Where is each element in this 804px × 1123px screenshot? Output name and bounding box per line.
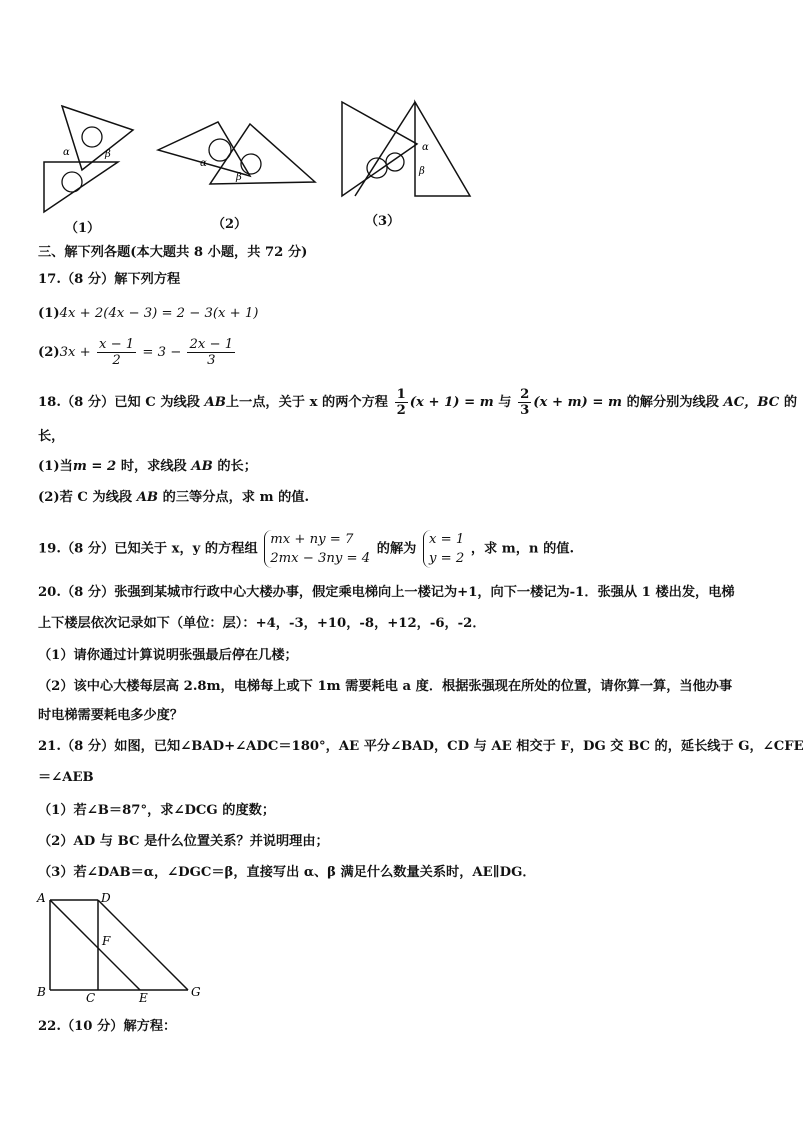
section-title: 三、解下列各题(本大题共 8 小题，共 72 分)	[38, 245, 308, 260]
q17-part1-equation: 4x + 2(4x − 3) = 2 − 3(x + 1)	[59, 306, 259, 321]
q21-part1: （1）若∠B＝87°，求∠DCG 的度数；	[38, 803, 276, 818]
figure-2	[150, 118, 320, 193]
point-C-label: C	[86, 991, 96, 1005]
q17-part1	[38, 305, 258, 323]
q20-line2: 上下楼层依次记录如下（单位：层）：+4，-3，+10，-8，+12，-6，-2．	[38, 616, 486, 631]
q17-fraction-1: $\frac{x - 1}{2}$	[98, 337, 135, 368]
figure-3	[335, 98, 475, 203]
q19-solution: x = 1 y = 2	[423, 530, 464, 568]
q18-line1: 18.（8 分）已知 C 为线段 AB上一点，关于 x 的两个方程 $\frac{1}{2}$ (x + 1) = m 与 $\frac{2}{3}$ (x + m) = m 的解分别为线段 AC，BC 的	[38, 387, 798, 418]
q22-heading: 22.（10 分）解方程：	[38, 1019, 177, 1034]
figure-2-caption: （2）	[212, 217, 248, 232]
q21-line1: 21.（8 分）如图，已知∠BAD+∠ADC＝180°，AE 平分∠BAD，CD 与 AE 相交于 F，DG 交 BC 的，延长线于 G，∠CFE	[38, 739, 804, 754]
q18-fraction-half: $\frac{1}{2}$	[396, 387, 406, 418]
point-E-label: E	[139, 991, 148, 1005]
q17-part2-pre: 3x +	[59, 345, 91, 360]
q18-line2: 长，	[38, 429, 65, 444]
q17-part2	[38, 337, 237, 368]
alpha-label: α	[63, 147, 70, 158]
q19-system-of-equations: mx + ny = 7 2mx − 3ny = 4	[264, 530, 370, 568]
q20-part2-line1: （2）该中心大楼每层高 2.8m，电梯每上或下 1m 需要耗电 a 度．根据张强现在所处的位置，请你算一算，当他办事	[38, 679, 733, 694]
beta-label-2: β	[236, 172, 242, 183]
point-F-label: F	[102, 934, 111, 948]
q21-geometry-figure	[35, 888, 210, 1006]
q20-line1: 20.（8 分）张强到某城市行政中心大楼办事，假定乘电梯向上一楼记为+1，向下一楼记为-1．张强从 1 楼出发，电梯	[38, 585, 735, 600]
figure-3-caption: （3）	[365, 214, 401, 229]
q20-part2-line2: 时电梯需要耗电多少度？	[38, 708, 184, 723]
point-G-label: G	[191, 985, 201, 999]
beta-label-3: β	[419, 166, 425, 177]
q18-part1: (1)当m = 2 时，求线段 AB 的长；	[38, 459, 257, 474]
q18-part2: (2)若 C 为线段 AB 的三等分点，求 m 的值.	[38, 490, 310, 505]
beta-label: β	[105, 149, 111, 160]
q19-line: 19.（8 分）已知关于 x，y 的方程组 mx + ny = 7 2mx − 3ny = 4 的解为 x = 1 y = 2 ，求 m，n 的值.	[38, 532, 575, 566]
q21-part3: （3）若∠DAB＝α，∠DGC＝β，直接写出 α、β 满足什么数量关系时，AE∥DG．	[38, 865, 536, 880]
q18-fraction-two-thirds: $\frac{2}{3}$	[520, 387, 530, 418]
q20-part1: （1）请你通过计算说明张强最后停在几楼；	[38, 648, 298, 663]
q17-fraction-2: $\frac{2x - 1}{3}$	[189, 337, 234, 368]
point-B-label: B	[37, 985, 46, 999]
q17-heading: 17.（8 分）解下列方程	[38, 272, 181, 287]
q17-part1-label: (1)	[38, 306, 60, 321]
q21-part2: （2）AD 与 BC 是什么位置关系？并说明理由；	[38, 834, 329, 849]
q17-part2-label: (2)	[38, 345, 60, 360]
figure-1-caption: （1）	[65, 221, 101, 236]
alpha-label-3: α	[422, 142, 429, 153]
q17-part2-mid: = 3 −	[142, 345, 182, 360]
alpha-label-2: α	[200, 158, 207, 169]
point-D-label: D	[101, 891, 111, 905]
figure-1	[40, 100, 140, 220]
point-A-label: A	[37, 891, 46, 905]
q21-line2: ＝∠AEB	[38, 770, 94, 785]
